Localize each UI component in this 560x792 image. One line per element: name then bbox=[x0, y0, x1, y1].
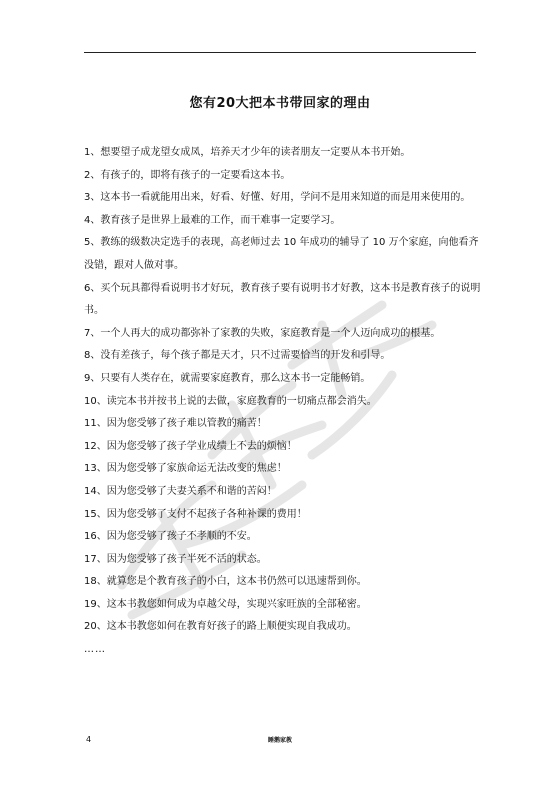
list-item: 5、教练的级数决定选手的表现，高老师过去 10 年成功的辅导了 10 万个家庭，向他看齐没错，跟对人做对事。 bbox=[84, 237, 479, 271]
list-item: 19、这本书教您如何成为卓越父母，实现兴家旺族的全部秘密。 bbox=[84, 598, 367, 610]
reason-list bbox=[84, 142, 484, 661]
list-item: 9、只要有人类存在，就需要家庭教育，那么这本书一定能畅销。 bbox=[84, 372, 371, 384]
list-item: 2、有孩子的，即将有孩子的一定要看这本书。 bbox=[84, 169, 291, 181]
list-item: 11、因为您受够了孩子难以管教的痛苦！ bbox=[84, 418, 267, 430]
list-item: 7、一个人再大的成功都弥补了家教的失败，家庭教育是一个人迈向成功的根基。 bbox=[84, 327, 441, 339]
list-item: 4、教育孩子是世界上最难的工作，而干难事一定要学习。 bbox=[84, 214, 341, 226]
list-item: 10、读完本书并按书上说的去做，家庭教育的一切痛点都会消失。 bbox=[84, 395, 377, 407]
list-item: 18、就算您是个教育孩子的小白，这本书仍然可以迅速帮到你。 bbox=[84, 576, 367, 588]
list-item: 3、这本书一看就能用出来，好看、好懂、好用，学问不是用来知道的而是用来使用的。 bbox=[84, 192, 471, 204]
header-rule bbox=[84, 52, 476, 53]
list-item: 1、想要望子成龙望女成凤，培养天才少年的读者朋友一定要从本书开始。 bbox=[84, 147, 411, 158]
ellipsis: …… bbox=[84, 644, 106, 656]
page-title: 您有20大把本书带回家的理由 bbox=[189, 96, 371, 111]
page-number: 4 bbox=[86, 735, 92, 744]
list-item: 12、因为您受够了孩子学业成绩上不去的烦恼！ bbox=[84, 440, 297, 452]
footer-label: 睡鹅家教 bbox=[267, 737, 292, 744]
list-item: 14、因为您受够了夫妻关系不和谐的苦闷！ bbox=[84, 485, 277, 497]
list-item: 17、因为您受够了孩子半死不活的状态。 bbox=[84, 553, 267, 565]
list-item: 15、因为您受够了支付不起孩子各种补课的费用！ bbox=[84, 508, 307, 520]
list-item: 20、这本书教您如何在教育好孩子的路上顺便实现自我成功。 bbox=[84, 621, 357, 633]
list-item: 8、没有差孩子，每个孩子都是天才，只不过需要恰当的开发和引导。 bbox=[84, 350, 391, 362]
list-item: 16、因为您受够了孩子不孝顺的不安。 bbox=[84, 531, 257, 543]
list-item: 13、因为您受够了家族命运无法改变的焦虑！ bbox=[84, 463, 287, 475]
list-item: 6、买个玩具都得看说明书才好玩，教育孩子要有说明书才好教，这本书是教育孩子的说明书。 bbox=[84, 282, 481, 317]
